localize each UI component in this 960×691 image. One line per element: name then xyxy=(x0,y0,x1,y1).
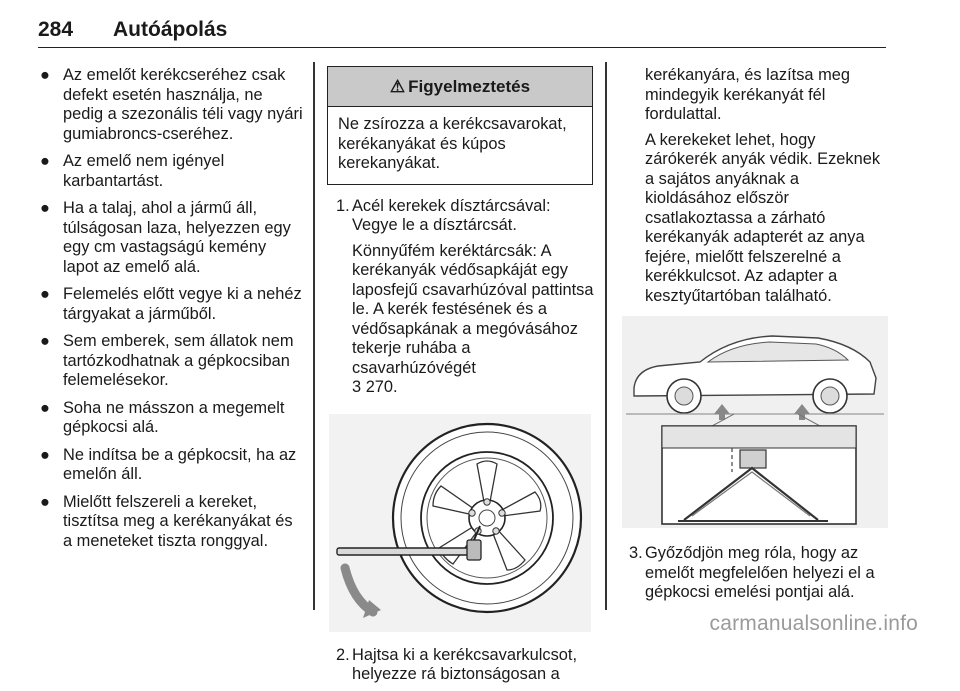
list-item: ● Ha a talaj, ahol a jármű áll, túlságosan laza, helyezzen egy egy cm vastagságú kemény lapot az emelő alá. xyxy=(40,199,291,276)
car-lift-icon xyxy=(622,316,888,528)
column-divider-1 xyxy=(313,62,315,610)
bullet-icon: ● xyxy=(40,152,50,170)
step-1 xyxy=(327,197,595,398)
warning-title: Figyelmeztetés xyxy=(408,76,531,96)
step-2 xyxy=(327,646,595,685)
page-header xyxy=(38,16,886,48)
step-extra-text: Könnyűfém keréktárcsák: A kerékanyák védősapkáját egy laposfejű csavarhúzóval pattintsa le. A kerék festésének és a védősapkának a megóvásához tekerje ruhába a csavarhúzóvégét 3 270. xyxy=(352,241,594,396)
wheel-wrench-illustration xyxy=(329,414,591,632)
warning-header xyxy=(328,67,592,107)
bullet-icon: ● xyxy=(40,445,50,464)
bullet-icon: ● xyxy=(40,398,50,417)
page-number: 284 xyxy=(38,18,74,41)
bullet-icon: ● xyxy=(40,492,50,511)
list-item: ● Sem emberek, sem állatok nem tartózkodhatnak a gépkocsiban felemelésekor. xyxy=(40,332,294,389)
list-item: ● Soha ne másszon a megemelt gépkocsi alá. xyxy=(40,398,285,436)
watermark: carmanualsonline.info xyxy=(709,612,918,635)
step-2-continuation xyxy=(620,66,890,306)
warning-box xyxy=(327,66,593,185)
step-text: Győződjön meg róla, hogy az emelőt megfelelően helyezi el a gépkocsi emelési pontjai alá. xyxy=(645,544,875,601)
section-title: Autóápolás xyxy=(113,18,228,41)
list-item: ● Felemelés előtt vegye ki a nehéz tárgyakat a járműből. xyxy=(40,285,302,323)
page-reference[interactable]: 270. xyxy=(365,378,398,396)
column-1 xyxy=(38,66,304,559)
list-item: ● Az emelőt kerékcseréhez csak defekt esetén használja, ne pedig a szezonális téli vagy nyári gumiabroncs-cseréhez. xyxy=(40,66,303,143)
column-3 xyxy=(620,66,890,609)
bullet-icon: ● xyxy=(40,332,50,350)
column-divider-2 xyxy=(605,62,607,610)
step-number: 3. xyxy=(629,544,643,562)
page-reference-icon: 3 xyxy=(352,378,362,396)
step-number: 2. xyxy=(336,645,350,664)
wheel-icon xyxy=(329,414,591,632)
step-text: Hajtsa ki a kerékcsavarkulcsot, helyezze rá biztonságosan a xyxy=(352,645,577,683)
bullet-icon: ● xyxy=(40,285,50,303)
bullet-icon: ● xyxy=(40,199,50,217)
continuation-text: kerékanyára, és lazítsa meg mindegyik kerékanyát fél fordulattal. xyxy=(645,66,850,123)
step-number: 1. xyxy=(336,196,350,215)
locking-nut-paragraph: A kerekeket lehet, hogy zárókerék anyák védik. Ezeknek a sajátos anyáknak a kioldásához először csatlakoztassa a zárható kerékanyák adapterét az anya fejére, mielőtt felszerelné a kerékkulcsot. Az adapter a kesztyűtartóban található. xyxy=(645,130,881,305)
list-item: ● Az emelő nem igényel karbantartást. xyxy=(40,152,225,190)
column-2 xyxy=(327,66,595,691)
car-jack-illustration xyxy=(622,316,888,528)
step-3 xyxy=(620,544,890,603)
safety-bullet-list xyxy=(38,66,304,551)
bullet-icon: ● xyxy=(40,66,50,84)
list-item: ● Mielőtt felszereli a kereket, tisztítsa meg a kerékanyákat és a meneteket tiszta ronggyal. xyxy=(40,492,293,550)
step-text: Acél kerekek dísztárcsával: Vegye le a dísztárcsát. xyxy=(352,196,551,234)
list-item: ● Ne indítsa be a gépkocsit, ha az emelőn áll. xyxy=(40,445,297,483)
warning-icon: ⚠ xyxy=(389,76,406,96)
warning-text: Ne zsírozza a kerékcsavarokat, kerékanyákat és kúpos kerekanyákat. xyxy=(338,115,567,172)
